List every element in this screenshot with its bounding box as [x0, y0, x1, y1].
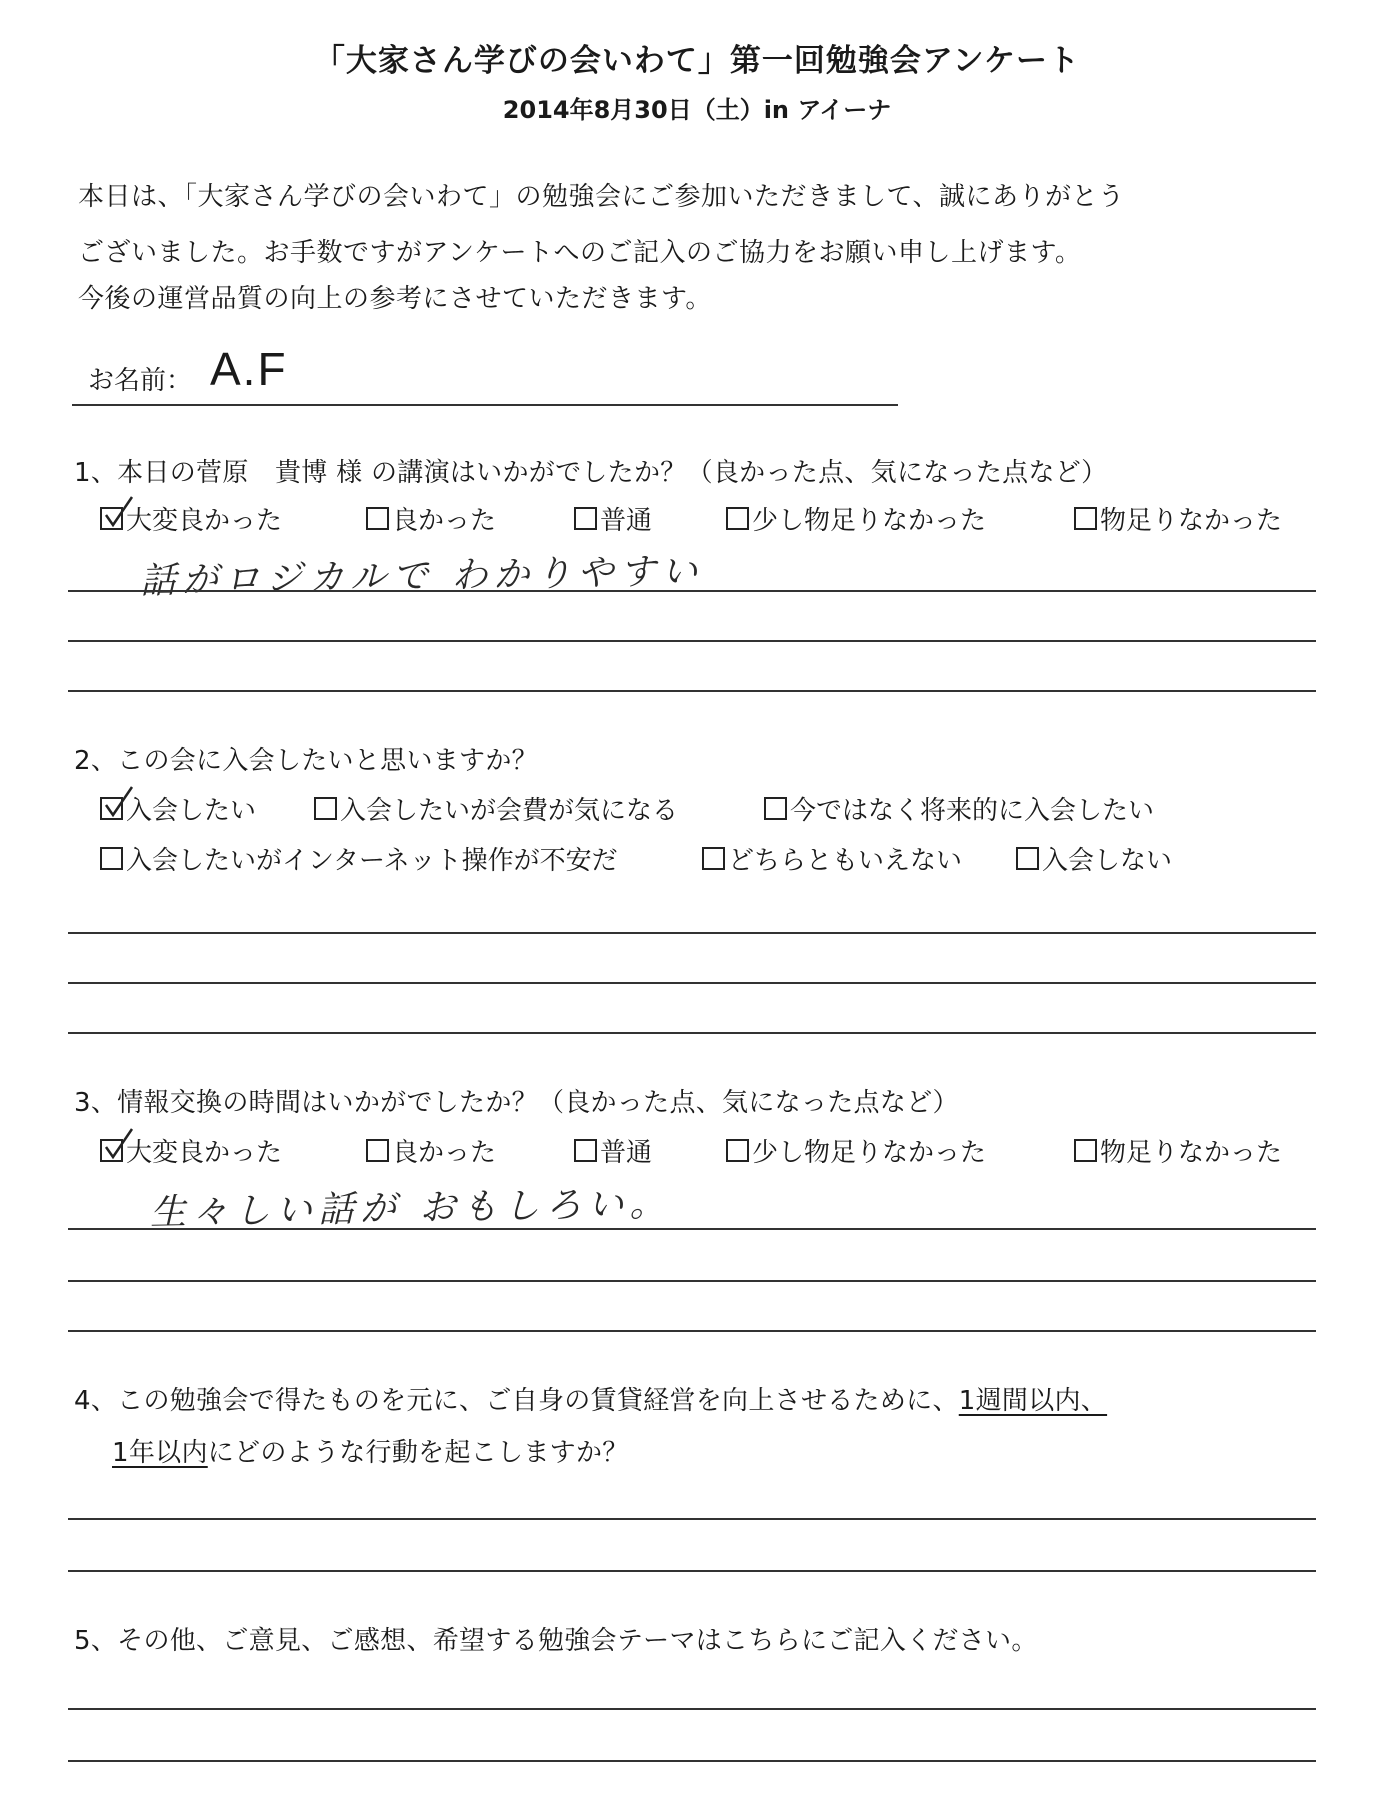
q4-underlined-one-year: 1年以内 [112, 1438, 208, 1468]
q1-option-label: 普通 [600, 506, 653, 536]
q1-option-very-good[interactable] [100, 500, 282, 537]
q3-option-slightly-unsatisfied[interactable] [726, 1132, 986, 1169]
checkbox-icon[interactable] [726, 507, 749, 530]
q2-option-join-fee-concern[interactable] [314, 790, 678, 827]
q1-answer-line-2 [68, 640, 1316, 642]
checkbox-icon[interactable] [366, 507, 389, 530]
q4-question-text: 4、この勉強会で得たものを元に、ご自身の賃貸経営を向上させるために、 [74, 1386, 959, 1416]
name-underline [72, 404, 898, 406]
q1-option-normal[interactable] [574, 500, 652, 537]
q3-option-label: 物足りなかった [1100, 1138, 1283, 1168]
checkbox-icon[interactable] [1074, 507, 1097, 530]
q2-option-join-internet-concern[interactable] [100, 840, 618, 877]
checkbox-icon[interactable] [100, 507, 123, 530]
q5-question: 5、その他、ご意見、ご感想、希望する勉強会テーマはこちらにご記入ください。 [74, 1626, 1038, 1656]
q2-answer-line-1 [68, 932, 1316, 934]
q4-answer-line-1 [68, 1518, 1316, 1520]
q1-answer-line-3 [68, 690, 1316, 692]
checkbox-icon[interactable] [726, 1139, 749, 1162]
checkbox-icon[interactable] [1074, 1139, 1097, 1162]
q1-handwritten-answer[interactable]: 話がロジカルで わかりやすい [139, 551, 704, 602]
q1-option-label: 物足りなかった [1100, 506, 1283, 536]
q2-option-label: 入会したいが会費が気になる [340, 796, 679, 826]
q2-option-not-join[interactable] [1016, 840, 1172, 877]
q4-question-text-end: にどのような行動を起こしますか？ [207, 1438, 629, 1468]
q1-option-unsatisfied[interactable] [1074, 500, 1282, 537]
intro-line-1: 本日は、「大家さん学びの会いわて」の勉強会にご参加いただきまして、誠にありがとう [78, 182, 1125, 212]
q1-answer-line-1 [68, 590, 1316, 592]
q3-handwritten-answer[interactable]: 生々しい話が おもしろい。 [149, 1183, 672, 1234]
q1-option-slightly-unsatisfied[interactable] [726, 500, 986, 537]
intro-line-3: 今後の運営品質の向上の参考にさせていただきます。 [78, 284, 712, 314]
q2-option-label: 入会したい [126, 796, 257, 826]
name-value[interactable]: A.F [210, 343, 288, 395]
checkbox-icon[interactable] [1016, 847, 1039, 870]
q3-answer-line-2 [68, 1280, 1316, 1282]
q3-option-very-good[interactable] [100, 1132, 282, 1169]
checkbox-icon[interactable] [100, 797, 123, 820]
q2-question: 2、この会に入会したいと思いますか？ [74, 746, 538, 776]
checkmark-icon [104, 785, 134, 819]
q3-option-label: 少し物足りなかった [752, 1138, 987, 1168]
q2-option-label: 入会したいがインターネット操作が不安だ [126, 846, 618, 876]
q2-option-join[interactable] [100, 790, 256, 827]
q3-option-unsatisfied[interactable] [1074, 1132, 1282, 1169]
checkmark-icon [104, 495, 134, 529]
q5-answer-line-1 [68, 1708, 1316, 1710]
checkbox-icon[interactable] [702, 847, 725, 870]
q3-question: 3、情報交換の時間はいかがでしたか？（良かった点、気になった点など） [74, 1088, 959, 1118]
q4-underlined-one-week: 1週間以内、 [958, 1386, 1108, 1416]
q2-option-join-future[interactable] [764, 790, 1154, 827]
q2-answer-line-2 [68, 982, 1316, 984]
checkbox-icon[interactable] [314, 797, 337, 820]
q2-option-undecided[interactable] [702, 840, 962, 877]
intro-line-2: ございました。お手数ですがアンケートへのご記入のご協力をお願い申し上げます。 [78, 238, 1082, 268]
q3-option-normal[interactable] [574, 1132, 652, 1169]
q2-option-label: 今ではなく将来的に入会したい [790, 796, 1155, 826]
checkbox-icon[interactable] [574, 1139, 597, 1162]
q1-option-label: 少し物足りなかった [752, 506, 987, 536]
q5-answer-line-2 [68, 1760, 1316, 1762]
checkbox-icon[interactable] [574, 507, 597, 530]
survey-title: 「大家さん学びの会いわて」第一回勉強会アンケート [313, 43, 1081, 79]
q1-question: 1、本日の菅原 貴博 様 の講演はいかがでしたか？（良かった点、気になった点など） [74, 458, 1108, 488]
q2-option-label: どちらともいえない [728, 846, 963, 876]
q4-question-line-1 [74, 1380, 1107, 1417]
checkmark-icon [104, 1127, 134, 1161]
checkbox-icon[interactable] [100, 1139, 123, 1162]
q1-option-label: 大変良かった [126, 506, 283, 536]
q3-option-good[interactable] [366, 1132, 496, 1169]
q4-question-line-2 [112, 1432, 629, 1469]
q3-option-label: 普通 [600, 1138, 653, 1168]
q4-answer-line-2 [68, 1570, 1316, 1572]
q1-option-good[interactable] [366, 500, 496, 537]
checkbox-icon[interactable] [100, 847, 123, 870]
q3-answer-line-3 [68, 1330, 1316, 1332]
q3-option-label: 良かった [392, 1138, 497, 1168]
q2-answer-line-3 [68, 1032, 1316, 1034]
q3-option-label: 大変良かった [126, 1138, 283, 1168]
checkbox-icon[interactable] [764, 797, 787, 820]
q3-answer-line-1 [68, 1228, 1316, 1230]
survey-subtitle: 2014年8月30日（土）in アイーナ [502, 96, 892, 124]
name-label: お名前： [88, 366, 193, 396]
q1-option-label: 良かった [392, 506, 497, 536]
checkbox-icon[interactable] [366, 1139, 389, 1162]
q2-option-label: 入会しない [1042, 846, 1173, 876]
